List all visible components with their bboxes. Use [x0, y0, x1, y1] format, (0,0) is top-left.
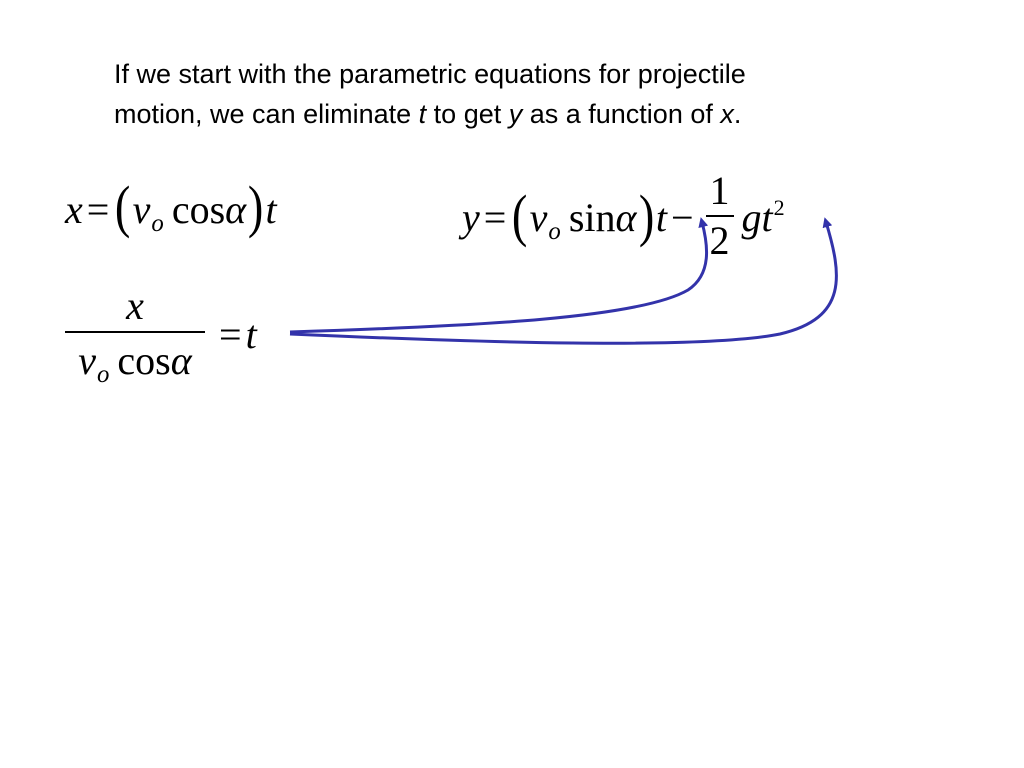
- intro-text: [114, 54, 974, 134]
- equation-t-of-x: [65, 284, 257, 389]
- eq3-fraction-bar: [65, 331, 205, 333]
- eq2-fraction-bar: [706, 215, 734, 217]
- eq1-right-paren: ): [248, 174, 264, 240]
- eq1-alpha: α: [225, 187, 247, 232]
- intro-line-2-part-a: motion, we can eliminate: [114, 99, 419, 129]
- intro-line-2-period: .: [733, 99, 742, 129]
- eq2-t-squared-base: t: [761, 195, 773, 241]
- eq2-left-paren: (: [512, 182, 528, 248]
- eq2-g: g: [741, 195, 762, 241]
- eq1-equals: =: [86, 187, 110, 232]
- eq1-v: v: [132, 187, 151, 232]
- eq3-equals: =: [219, 311, 242, 357]
- eq1-subscript-o: o: [151, 209, 164, 237]
- eq2-right-paren: ): [638, 182, 654, 248]
- eq2-y: y: [462, 195, 480, 241]
- intro-line-1: If we start with the parametric equations for projectile: [114, 59, 746, 89]
- eq2-fraction-half: [706, 169, 734, 263]
- intro-variable-t: t: [418, 99, 427, 129]
- eq3-t: t: [245, 311, 257, 357]
- eq2-exponent-2: 2: [773, 195, 785, 221]
- eq3-cos: cos: [117, 338, 171, 383]
- eq1-t: t: [265, 187, 277, 232]
- eq2-v: v: [529, 195, 548, 241]
- eq3-subscript-o: o: [97, 360, 110, 388]
- eq3-alpha: α: [170, 338, 192, 383]
- eq1-left-paren: (: [115, 174, 131, 240]
- eq3-v: v: [78, 338, 97, 383]
- eq2-subscript-o: o: [548, 218, 561, 246]
- eq3-fraction: [65, 284, 205, 389]
- eq2-alpha: α: [615, 195, 637, 241]
- eq2-fraction-denominator: 2: [709, 218, 730, 263]
- eq2-sin: sin: [568, 195, 616, 241]
- equation-y-of-t: [462, 168, 785, 269]
- eq1-cos: cos: [171, 187, 226, 232]
- eq2-fraction-numerator: 1: [709, 168, 730, 213]
- equation-x-of-t: [65, 174, 277, 240]
- eq3-right-side: [215, 311, 257, 357]
- intro-line-2-part-b: to get: [426, 99, 509, 129]
- eq2-minus: −: [670, 195, 694, 241]
- intro-line-2: [114, 94, 974, 134]
- intro-variable-y: y: [508, 99, 523, 129]
- eq3-denominator: [65, 339, 205, 389]
- eq1-x: x: [65, 187, 83, 232]
- eq3-numerator-x: x: [126, 283, 144, 328]
- intro-variable-x: x: [720, 99, 734, 129]
- intro-line-2-part-c: as a function of: [522, 99, 721, 129]
- eq2-equals: =: [483, 195, 507, 241]
- eq2-t: t: [655, 195, 667, 241]
